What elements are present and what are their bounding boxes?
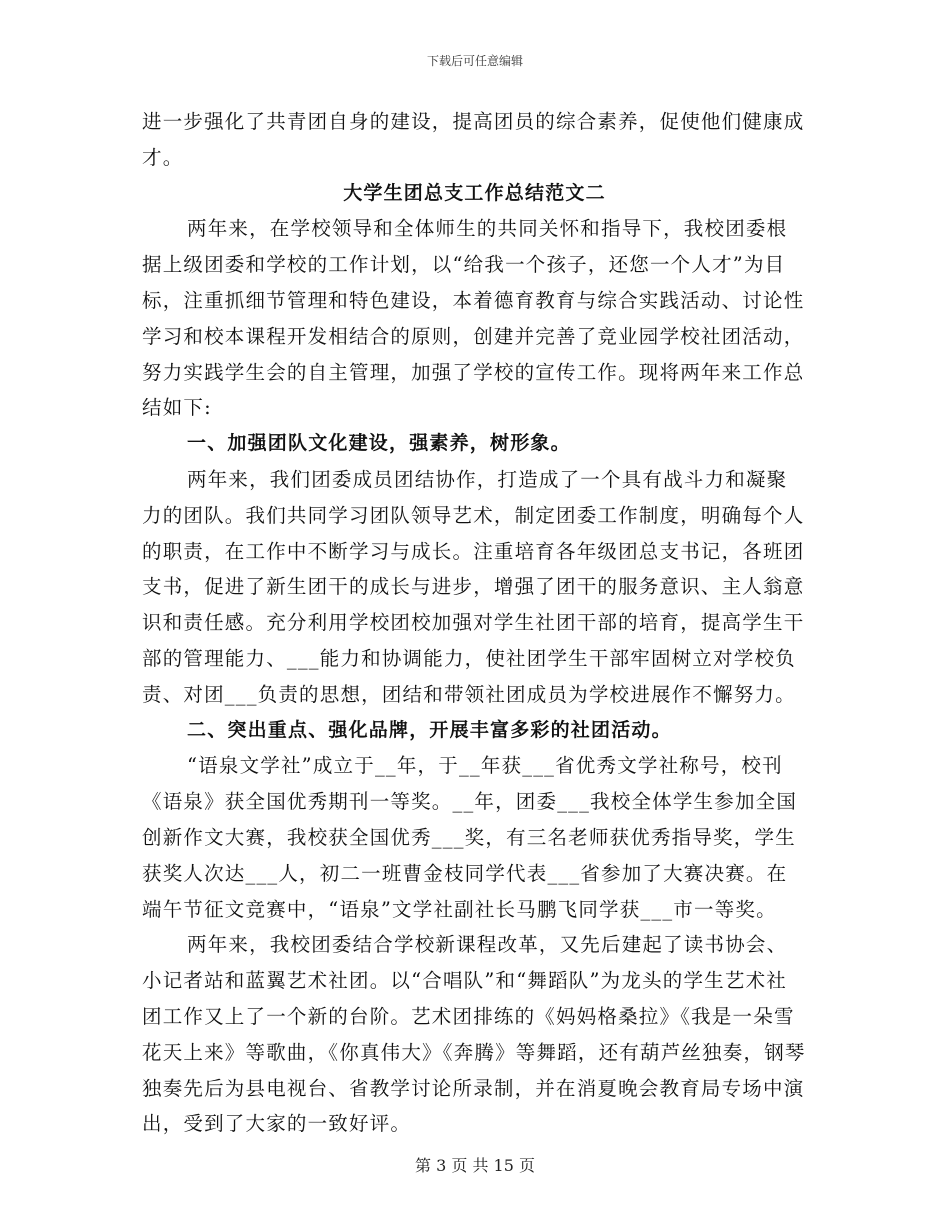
section-2-paragraph-2: 两年来，我校团委结合学校新课程改革，又先后建起了读书协会、小记者站和蓝翼艺术社团。以“合唱队”和“舞蹈队”为龙头的学生艺术社团工作又上了一个新的台阶。艺术团排练的《妈妈格桑拉》《我是一朵雪花天上来》等歌曲，《你真伟大》《奔腾》等舞蹈，还有葫芦丝独奏，钢琴独奏先后为县电视台、省教学讨论所录制，并在消夏晚会教育局专场中演出，受到了大家的一致好评。	[142, 933, 806, 1136]
page-header: 下载后可任意编辑	[426, 54, 523, 68]
continuation-paragraph: 进一步强化了共青团自身的建设，提高团员的综合素养，促使他们健康成才。	[142, 110, 805, 169]
section-1-heading: 一、加强团队文化建设，强素养，树形象。	[187, 432, 571, 455]
section-2-heading: 二、突出重点、强化品牌，开展丰富多彩的社团活动。	[187, 718, 672, 741]
section-1-paragraph: 两年来，我们团委成员团结协作，打造成了一个具有战斗力和凝聚力的团队。我们共同学习团队领导艺术，制定团委工作制度，明确每个人的职责，在工作中不断学习与成长。注重培育各年级团总支书记，各班团支书，促进了新生团干的成长与进步，增强了团干的服务意识、主人翁意识和责任感。充分利用学校团校加强对学生社团干部的培育，提高学生干部的管理能力、___能力和协调能力，使社团学生干部牢固树立对学校负责、对团___负责的思想，团结和带领社团成员为学校进展作不懈努力。	[142, 467, 805, 706]
page-number: 第 3 页 共 15 页	[415, 1156, 535, 1175]
document-title: 大学生团总支工作总结范文二	[343, 181, 606, 204]
document-body	[142, 104, 807, 1142]
intro-paragraph: 两年来，在学校领导和全体师生的共同关怀和指导下，我校团委根据上级团委和学校的工作计划，以“给我一个孩子，还您一个人才”为目标，注重抓细节管理和特色建设，本着德育教育与综合实践活动、讨论性学习和校本课程开发相结合的原则，创建并完善了竞业园学校社团活动，努力实践学生会的自主管理，加强了学校的宣传工作。现将两年来工作总结如下:	[142, 217, 805, 420]
section-2-paragraph-1: “语泉文学社”成立于__年，于__年获___省优秀文学社称号，校刊《语泉》获全国优秀期刊一等奖。__年，团委___我校全体学生参加全国创新作文大赛，我校获全国优秀___奖，有三名老师获优秀指导奖，学生获奖人次达___人，初二一班曹金枝同学代表___省参加了大赛决赛。在端午节征文竞赛中，“语泉”文学社副社长马鹏飞同学获___市一等奖。	[142, 754, 798, 921]
